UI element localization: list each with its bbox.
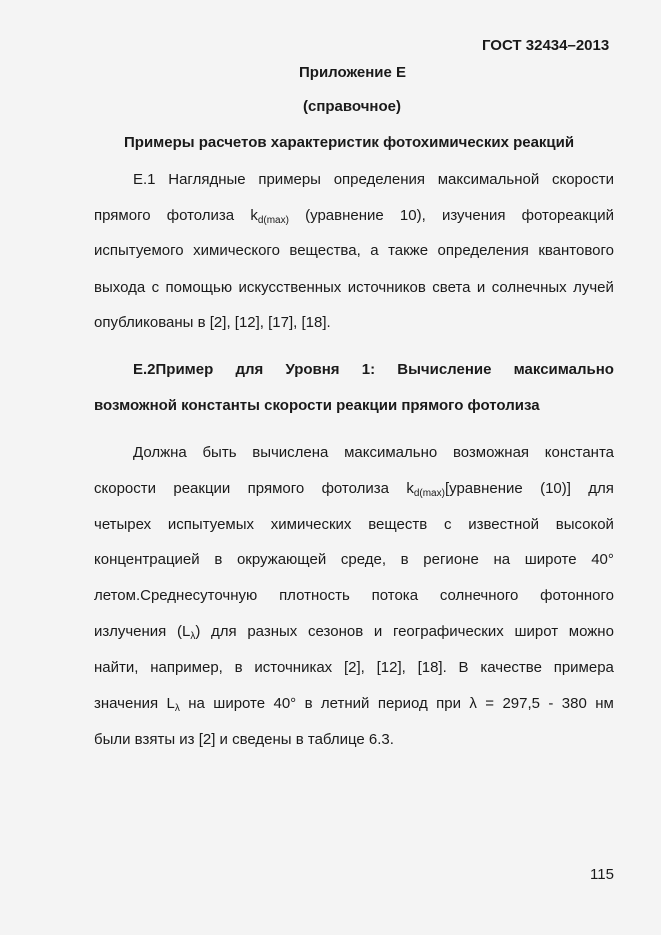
appendix-type: (справочное) — [303, 98, 401, 115]
e2-line-4: концентрацией в окружающей среде, в регионе на широте 40° — [94, 551, 614, 568]
standard-number: ГОСТ 32434–2013 — [482, 37, 610, 54]
e2-line-6: излучения $(L_\lambda)$ для разных сезонов и географических широт можно — [94, 623, 614, 642]
e2-line-1: Должна быть вычислена максимально возможная константа — [133, 444, 614, 461]
e2-heading-line-2: возможной константы скорости реакции прямого фотолиза — [94, 397, 540, 414]
k-dmax-symbol: $k_{d(max)}[уравнение$ — [406, 480, 523, 499]
e1-line-1: Е.1 Наглядные примеры определения максимальной скорости — [133, 171, 614, 188]
section-title: Примеры расчетов характеристик фотохимических реакций — [124, 134, 575, 151]
e2-heading-line-1: Е.2Пример для Уровня 1: Вычисление максимально — [133, 361, 614, 378]
e1-line-5: опубликованы в [2], [12], [17], [18]. — [94, 314, 331, 331]
e2-line-3: четырех испытуемых химических веществ с известной высокой — [94, 516, 614, 533]
e2-line-8: значения $L_\lambda$ на широте 40° в летний период при λ = 297,5 - 380 нм — [94, 695, 614, 714]
appendix-title: Приложение Е — [299, 64, 407, 81]
l-lambda-symbol: $L_\lambda$ — [166, 695, 180, 714]
e2-line-9: были взяты из [2] и сведены в таблице 6.3. — [94, 731, 394, 748]
e1-label: Е.1 — [133, 171, 156, 188]
e1-line-4: выхода с помощью искусственных источников света и солнечных лучей — [94, 279, 614, 296]
page-number: 115 — [590, 866, 614, 883]
e2-line-5: летом.Среднесуточную плотность потока солнечного фотонного — [94, 587, 614, 604]
l-lambda-symbol: $(L_\lambda)$ — [176, 623, 201, 642]
k-dmax-symbol: $k_{d(max)}$ — [250, 207, 289, 226]
e1-line-3: испытуемого химического вещества, а также определения квантового — [94, 242, 614, 259]
e2-line-7: найти, например, в источниках [2], [12], [18]. В качестве примера — [94, 659, 614, 676]
e1-line-2: прямого фотолиза $k_{d(max)}$ (уравнение 10), изучения фотореакций — [94, 207, 614, 226]
e2-line-2: скорости реакции прямого фотолиза $k_{d(max)}[уравнение$ (10)] для — [94, 480, 614, 499]
